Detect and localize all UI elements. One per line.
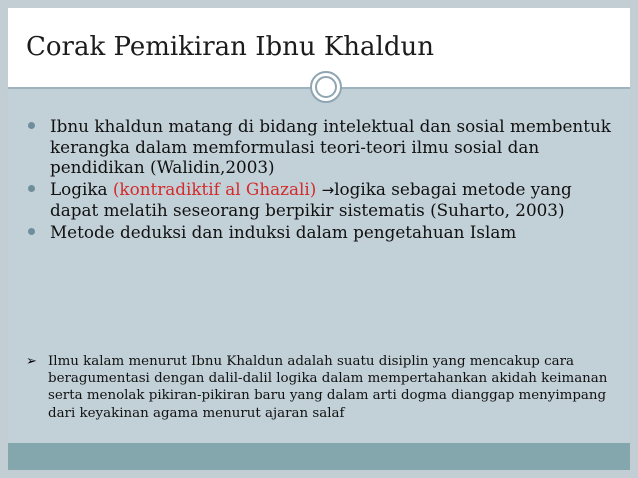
slide-title: Corak Pemikiran Ibnu Khaldun	[26, 32, 434, 62]
sub-bullet-list	[26, 353, 626, 422]
footer-band	[8, 443, 630, 470]
bullet-text-before: Logika	[50, 178, 113, 199]
bullet-dot-icon	[28, 185, 35, 192]
bullet-item	[26, 116, 621, 178]
arrowhead-bullet-icon: ➢	[26, 354, 37, 369]
sub-bullet-item	[26, 353, 626, 422]
bullet-item	[26, 222, 621, 243]
slide	[8, 8, 630, 470]
highlight-text: (kontradiktif al Ghazali)	[112, 178, 317, 199]
bullet-dot-icon	[28, 122, 35, 129]
bullet-text: Ibnu khaldun matang di bidang intelektual dan sosial membentuk kerangka dalam memformulasi teori-teori ilmu sosial dan pendidikan (Walidin,2003)	[50, 116, 611, 177]
ring-inner	[315, 76, 337, 98]
sub-bullet-text: Ilmu kalam menurut Ibnu Khaldun adalah suatu disiplin yang mencakup cara beragumentasi dengan dalil-dalil logika dalam mempertahankan akidah keimanan serta menolak pikiran-pikiran baru yang dalam arti dogma dianggap menyimpang dari keyakinan agama menurut ajaran salaf	[48, 354, 608, 421]
right-arrow-icon: →	[321, 180, 335, 199]
bullet-text-after: logika sebagai metode yang dapat melatih seseorang berpikir sistematis (Suharto, 2003)	[50, 178, 572, 220]
bullet-list	[26, 116, 621, 242]
bullet-dot-icon	[28, 228, 35, 235]
double-ring-circle-icon	[310, 71, 342, 103]
bullet-text: Metode deduksi dan induksi dalam pengetahuan Islam	[50, 221, 517, 242]
bullet-item	[26, 179, 621, 221]
